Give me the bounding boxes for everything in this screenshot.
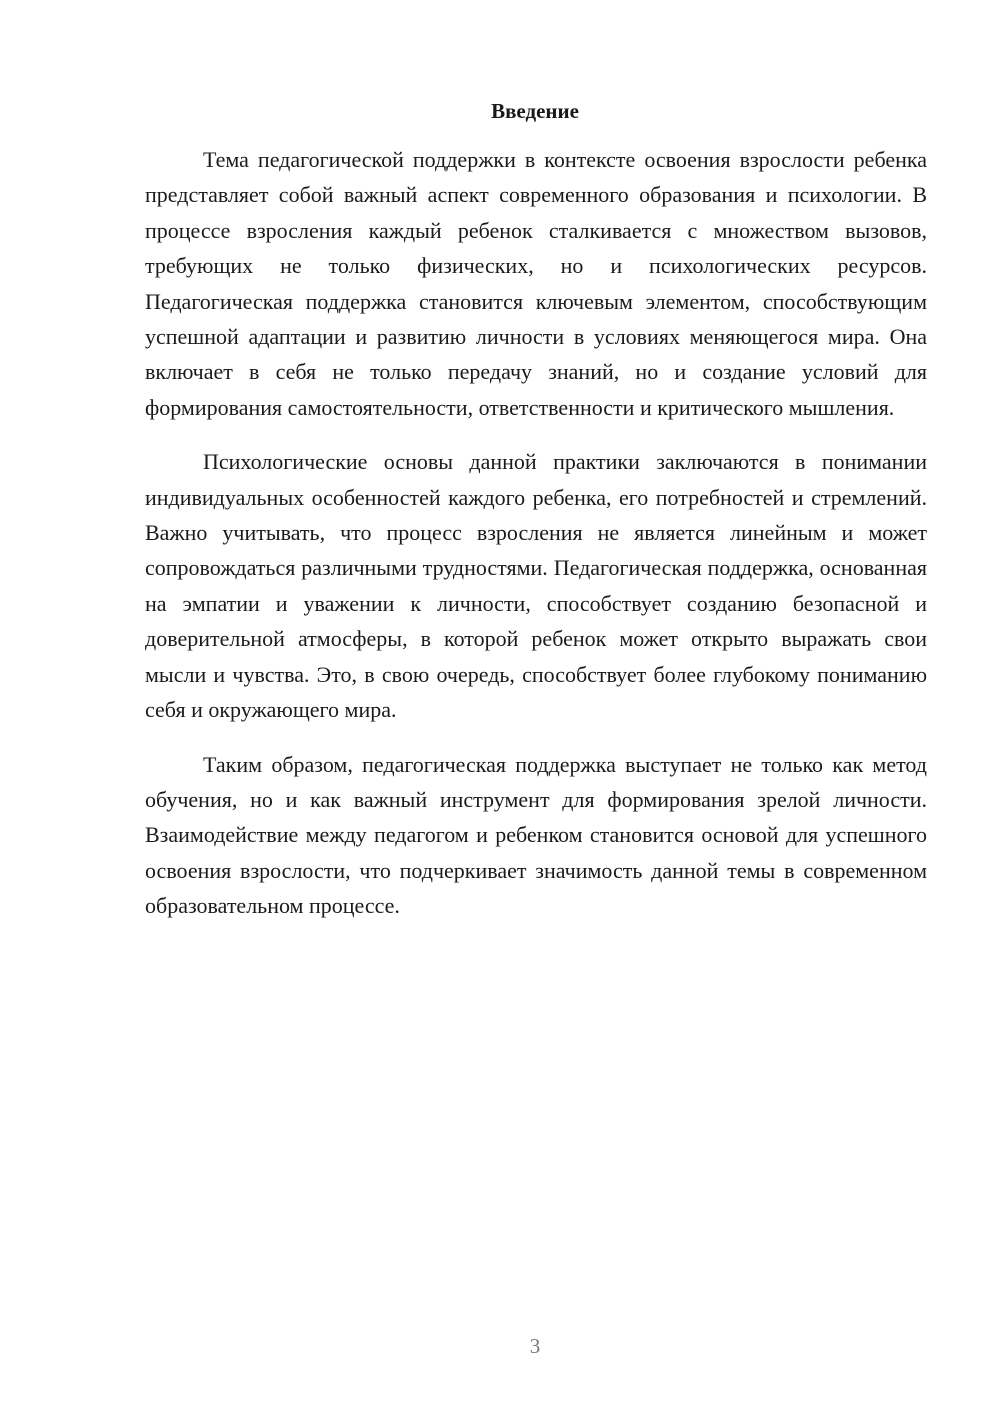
paragraph-1: Тема педагогической поддержки в контексте освоения взрослости ребенка представляет собой важный аспект современного образования и психологии. В процессе взросления каждый ребенок сталкивается с множеством вызовов, требующих не только физических, но и психологических ресурсов. Педагогическая поддержка становится ключевым элементом, способствующим успешной адаптации и развитию личности в условиях меняющегося мира. Она включает в себя не только передачу знаний, но и создание условий для формирования самостоятельности, ответственности и критического мышления. xyxy=(145,147,927,420)
section-heading: Введение xyxy=(491,99,579,123)
paragraph-2: Психологические основы данной практики заключаются в понимании индивидуальных особенностей каждого ребенка, его потребностей и стремлений. Важно учитывать, что процесс взросления не является линейным и может сопровождаться различными трудностями. Педагогическая поддержка, основанная на эмпатии и уважении к личности, способствует созданию безопасной и доверительной атмосферы, в которой ребенок может открыто выражать свои мысли и чувства. Это, в свою очередь, способствует более глубокому пониманию себя и окружающего мира. xyxy=(145,449,927,723)
page-number: 3 xyxy=(529,1334,541,1358)
body-text xyxy=(145,142,927,943)
paragraph-3: Таким образом, педагогическая поддержка выступает не только как метод обучения, но и как важный инструмент для формирования зрелой личности. Взаимодействие между педагогом и ребенком становится основой для успешного освоения взрослости, что подчеркивает значимость данной темы в современном образовательном процессе. xyxy=(145,751,927,919)
